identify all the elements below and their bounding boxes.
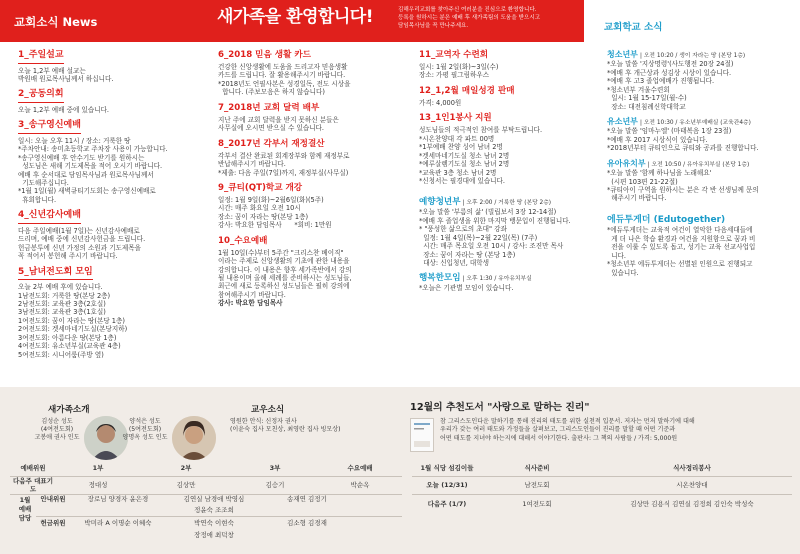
school-news-title: 교회학교 소식 — [604, 22, 663, 33]
news-title: 교회소식 News — [14, 15, 98, 29]
roster-group-label: 1월 예배 담당 — [18, 496, 32, 522]
roster-header: 1부 — [56, 461, 140, 476]
church-news-body: 영원한 안식: 신정자 권사 (이윤숙 집사 모친상, 최영란 집사 빙모상) — [230, 418, 341, 433]
news-item: 8_2017년 각부서 재정결산 각부서 결산 완료된 회계장부와 함께 재정부로 반납해주시기 바랍니다. *제출: 다음 주일(7일)까지, 재정부실(사무실) — [218, 138, 350, 177]
edutogether-section: 에듀투게더 (Edutogether) *에듀투게더는 교육적 여건이 열악한 다음세대들에 게 더 나은 학습 환경과 여건을 지원함으로 꿈과 비 전을 이룰 수 있도록 돕고, 성기는 교육 선교사업입 니다. *청소년부 에듀투게더는 선별된 인원으로 진행되고 있습니다. — [607, 214, 756, 277]
meal-service-table — [412, 461, 792, 514]
book-cover-icon — [410, 418, 434, 452]
new-family-person-2: 양석은 성도 (5여전도회) 양명옥 성도 인도 — [122, 418, 168, 441]
worship-roster-table — [10, 461, 402, 495]
news-item: 10_수요예배 1월 10일(수)부터 5주간 "크리스찬 베이직" 이라는 주제로 신앙생활의 기초에 관한 내용을 강의합니다. 이 내용은 향후 세가족반에서 강의 될 내용이며 올해 세례를 준비하시는 성도님들, 최근에 새로 등록하신 성도님들은 필히 강의에 참여해주시기 바랍니다. 강사: 박요한 담임목사 — [218, 235, 352, 308]
news-item: 13_1인1봉사 지원 성도님들의 적극적인 참여를 부탁드립니다. *시온찬양대 각 파트 00명 *1부예배 찬양 싱어 남녀 2명 *겟세마네기도실 청소 남녀 2명 *예루살렘기도실 청소 남녀 2명 *교육관 3층 청소 남녀 2명 *신청서는 필경대에 있습니다. — [419, 113, 543, 185]
table-row: 헌금위원 박미라 A 이명순 이혜숙 박연숙 이현숙 김소형 김경재 — [40, 519, 327, 528]
youth-section: 예향청년부 | 오후 2:00 / 거룩한 땅 (본당 2층) *오늘 말씀 '부름의 삶' (빌립보서 3장 12-14절) *예배 후 졸업생을 위한 마지막 뱅문입이 진행됩니다. * "풍성한 삶으로의 초대" 강좌 일정: 1월 4일(목)~2월 22일(목) (7주) 시간: 매주 목요일 오전 10시 / 강사: 조진만 목사 장소: 꿈이 자라는 땅 (본당 1층) 대상: 신입청년, 대학생 — [419, 197, 571, 267]
school-item: 유소년부 | 오전 10:30 / 유소년부예배실 (교육관4층) *오늘 말씀 '임마누엘' (마태복음 1장 23절) *예배 후 2017 시상식이 있습니다. *2018년부터 큐티인으로 큐티와 공과를 진행합니다. — [607, 117, 759, 153]
roster-header: 예배위원 — [10, 461, 56, 476]
welcome-title: 새가족을 환영합니다! — [217, 7, 373, 27]
roster-header: 2부 — [140, 461, 232, 476]
news-item: 6_2018 믿음 생활 카드 건강한 신앙생활에 도움을 드리고자 믿음생활 카드를 드립니다. 잘 활용해주시기 바랍니다. *2018년도 언필사본은 성경일독, 전도 시상을 합니다. (주보모음은 하지 않습니다) — [218, 50, 351, 97]
table-row: 정윤숙 조조희 — [36, 505, 402, 516]
news-item: 11_교역자 수련회 일시: 1월 2일(화)~3일(수) 장소: 가평 필그림하우스 — [419, 50, 499, 80]
new-family-person-1: 김성순 성도 (4여전도회) 고봉애 권사 인도 — [34, 418, 80, 441]
news-column-2 — [218, 50, 400, 314]
table-row: 안내위원 장로님 양경자 윤은경 김연실 남경애 박영심 송재연 김정기 — [40, 495, 327, 504]
table-row: 다음주 (1/7) 1여전도회 김상만 김용식 김연실 김정희 김인숙 박성숙 — [427, 500, 754, 509]
news-item: 1_주일설교 오늘 1,2부 예배 설교는 박원배 원로목사님께서 하십니다. — [18, 50, 114, 83]
person-photo — [172, 416, 216, 460]
news-item: 7_2018년 교회 달력 배부 지난 주에 교회 달력을 받지 못하신 분들은 사무실에 오시면 받으실 수 있습니다. — [218, 102, 339, 133]
school-item: 청소년부 | 오전 10:20 / 생이 자라는 땅 (본당 1층) *오늘 말씀 '지상명령'(사도행전 20장 24절) *예배 후 개근상과 성김상 시상이 있습니다. *예배 후 고3 졸업예배가 진행됩니다. *청소년부 겨울수련회 일시: 1월 15-17일(월-수) 장소: 대전침례신학대학교 — [607, 50, 746, 111]
happy-meeting-section: 행복한모임 | 오후 1:30 / 유아유치부실 *오늘은 기관별 모임이 있습니다. — [419, 273, 532, 293]
roster-header: 3부 — [232, 461, 318, 476]
school-item: 유아유치부 | 오전 10:50 / 유아유치부실 (본당 1층) *오늘 말씀 '함께 하나님을 노래해요' (시편 103편 21-22절) *큐티아이 구역을 원하시는 분은 각 반 선생님께 문의 해주시기 바랍니다. — [607, 158, 759, 203]
news-item: 9_큐티(QT)학교 개강 일정: 1월 9일(화)~2월6일(화)(5주) 시간: 매주 화요일 오전 10시 장소: 꿈이 자라는 땅(본당 1층) 강사: 박요한 담임목사 *회비: 1만원 — [218, 182, 332, 230]
table-row: 오늘 (12/31) 남전도회 시온찬양대 — [412, 476, 792, 494]
meal-header: 식사준비 — [482, 461, 592, 476]
news-item: 2_공동의회 오늘 1,2부 예배 중에 있습니다. — [18, 89, 110, 114]
person-avatar-icon — [172, 416, 216, 460]
roster-header: 수요예배 — [318, 461, 402, 476]
table-row: 장정애 최덕창 — [194, 531, 234, 540]
news-header-banner — [0, 0, 584, 42]
news-item: 4_신년감사예배 다음 주일예배(1월 7일)는 신년감사예배로 드리며, 예배 중에 신년감사헌금을 드립니다. 헌금봉투에 신년 가정의 소원과 기도제목을 꼭 적어서 봉헌해 주시기 바랍니다. — [18, 210, 146, 261]
meal-header: 1월 식당 섬김이들 — [412, 461, 482, 476]
church-news-title: 교우소식 — [251, 405, 285, 415]
welcome-note: 김해우리교회를 찾아주신 여러분을 진심으로 환영합니다. 등록을 원하시는 분은 예배 후 새가족팀의 도움을 받으시고 담임목사님을 꼭 만나주세요. — [398, 7, 541, 30]
worship-roster-detail — [36, 494, 402, 541]
book-title: 12월의 추천도서 "사랑으로 말하는 진리" — [410, 402, 590, 413]
news-item: 5_남녀전도회 모임 오늘 2부 예배 후에 있습니다. 1남전도회: 거룩한 땅(본당 2층) 2남전도회: 교육관 3층(2호실) 3남전도회: 교육관 3층(1호실) 1여전도회: 꿈이 자라는 땅(본당 1층) 2여전도회: 겟세마네기도실(본당지하) 3여전도회: 아름다운 땅(본당 1층) 4여전도회: 유소년부실(교육관 4층) 5여전도회: 시니어룸(주방 옆) — [18, 266, 128, 359]
table-row: 다음주 대표기도 정대성 김상만 김승기 박순옥 — [10, 476, 402, 494]
news-item: 3_송구영신예배 일시: 오늘 오후 11시 / 장소: 거룩한 땅 *주차안내: 송미초등학교 주차장 사용이 가능합니다. *송구영신예배 후 안수기도 받기를 원하시는 성도님은 새해 기도제목을 적어 오시기 바랍니다. 예배 후 순서대로 담임목사님과 원로목사님께서 기도해주십니다. *1월 1일(월) 새벽큐티기도회는 송구영신예배로 휴회합니다. — [18, 120, 168, 204]
new-family-title: 새가족소개 — [48, 405, 90, 415]
school-news-column — [607, 50, 792, 283]
news-item: 12_1,2월 매일성경 판매 가격: 4,000원 — [419, 85, 515, 107]
book-description: 참 그리스도인다운 말하기를 통해 진리의 태도를 위한 실천적 입문서. 저자는 먼저 말하기에 대해 우리가 갖는 여러 태도와 가정들을 살펴보고, 그리스도인들이 진리를 말할 때 어떤 기준과 어떤 태도를 지녀야 하는지에 대해서 이야기한다. 출판사: 그 책의 사람들 / 가격: 5,000원 — [440, 418, 695, 442]
news-column-1 — [18, 50, 200, 365]
meal-header: 식사정리봉사 — [592, 461, 792, 476]
news-column-3 — [419, 50, 599, 299]
